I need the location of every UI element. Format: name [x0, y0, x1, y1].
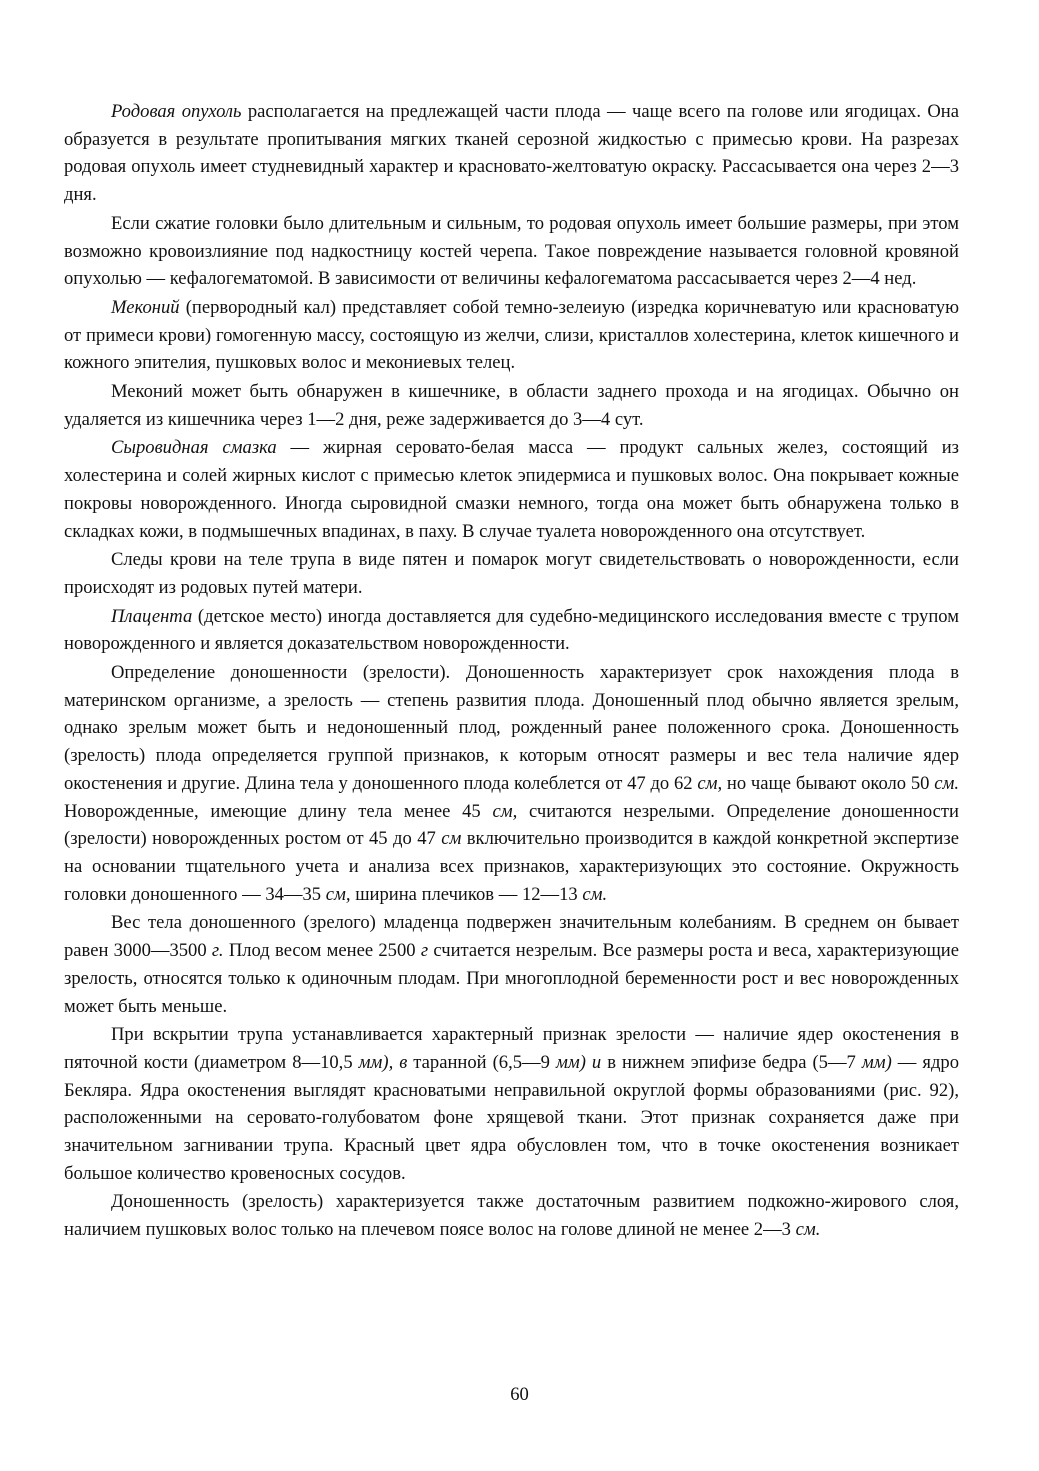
text-run: считается незрелым. Все размеры роста и веса, характеризующие зрелость, относятся только к одиночным плодам. При многоплодной беременности рост и вес новорожденных может быть меньше.: [64, 940, 959, 1017]
paragraph: [64, 98, 959, 209]
text-run: Меконий может быть обнаружен в кишечнике, в области заднего прохода и на ягодицах. Обычно он удаляется из кишечника через 1—2 дня, реже задерживается до 3—4 сут.: [64, 381, 959, 430]
text-run: (первородный кал) представляет собой темно-зелеиую (изредка коричневатую или красноватую от примеси крови) гомогенную массу, состоящую из желчи, слизи, кристаллов холестерина, клеток кишечного и кожного эпителия, пушковых волос и мекониевых телец.: [64, 296, 959, 374]
italic-text: г: [420, 940, 429, 962]
text-run: ширина плечиков — 12—13: [350, 883, 583, 905]
text-run: таранной (6,5—9: [407, 1051, 556, 1073]
paragraph: [64, 1188, 959, 1243]
text-run: располагается на предлежащей части плода — чаще всего па голове или ягодицах. Она образуется в результате пропитывания мягких тканей серозной жидкостью с примесью крови. На разрезах родовая опухоль имеет студневидный характер и красновато-желтоватую окраску. Рассасывается она через 2—3 дня.: [64, 101, 959, 206]
italic-text: см: [441, 828, 462, 850]
italic-text: мм): [861, 1051, 892, 1073]
italic-text: см.: [934, 772, 960, 794]
text-run: Следы крови на теле трупа в виде пятен и помарок могут свидетельствовать о новорожденности, если происходят из родовых путей матери.: [64, 549, 959, 598]
italic-text: см.: [795, 1219, 821, 1241]
text-run: но чаще бывают около 50: [722, 772, 935, 794]
italic-text: см.: [582, 883, 608, 905]
text-run: в нижнем эпифизе бедра (5—7: [601, 1051, 862, 1073]
italic-text: Меконий: [111, 296, 180, 318]
text-run: — жирная серовато-белая масса — продукт сальных желез, состоящий из холестерина и солей жирных кислот с примесью клеток эпидермиса и пушковых волос. Она покрывает кожные покровы новорожденного. Иногда сыровидной смазки немного, тогда она может быть обнаружена только в складках кожи, в подмышечных впадинах, в паху. В случае туалета новорожденного она отсутствует.: [64, 437, 959, 542]
italic-text: см,: [492, 800, 518, 822]
italic-text: см,: [697, 772, 723, 794]
text-run: Плод весом менее 2500: [223, 940, 421, 962]
page-number: 60: [510, 1384, 529, 1405]
text-run: Определение доношенности (зрелости). Доношенность характеризует срок нахождения плода в материнском организме, а зрелость — степень развития плода. Доношенный плод обычно является зрелым, однако зрелым может быть и недоношенный плод, рожденный ранее положенного срока. Доношенность (зрелость) плода определяется группой признаков, к которым относят размеры и вес тела наличие ядер окостенения и другие. Длина тела у доношенного плода колеблется от 47 до 62: [64, 662, 959, 794]
text-run: При вскрытии трупа устанавливается характерный признак зрелости — наличие ядер окостенения в пяточной кости (диаметром 8—10,5: [64, 1024, 959, 1073]
italic-text: мм) и: [555, 1051, 602, 1073]
paragraph: [64, 603, 959, 658]
paragraph: [64, 659, 959, 908]
paragraph: [64, 294, 959, 377]
text-run: Вес тела доношенного (зрелого) младенца подвержен значительным колебаниям. В среднем он бывает равен 3000—3500: [64, 912, 959, 962]
text-run: считаются незрелыми. Определение доношенности (зрелости) новорожденных ростом от 45 до 47: [64, 800, 959, 850]
italic-text: Плацента: [111, 605, 193, 627]
italic-text: Сыровидная смазка: [111, 437, 277, 459]
paragraph: [64, 1021, 959, 1187]
paragraph: [64, 546, 959, 601]
text-run: включительно производится в каждой конкретной экспертизе на основании тщательного учета и анализа всех признаков, характеризующих это состояние. Окружность головки доношенного — 34—35: [64, 828, 959, 905]
italic-text: см,: [325, 883, 351, 905]
italic-text: мм), в: [358, 1051, 408, 1073]
paragraph: [64, 909, 959, 1020]
paragraph: [64, 378, 959, 433]
text-run: Новорожденные, имеющие длину тела менее 45: [64, 800, 493, 822]
text-run: Доношенность (зрелость) характеризуется также достаточным развитием подкожно-жирового слоя, наличием пушковых волос только на плечевом поясе волос на голове длиной не менее 2—3: [64, 1191, 959, 1241]
italic-text: Родовая опухоль: [111, 101, 242, 122]
page-body: [64, 98, 959, 1244]
italic-text: г.: [211, 940, 224, 962]
paragraph: [64, 434, 959, 545]
text-run: — ядро Бекляра. Ядра окостенения выглядят красноватыми неправильной округлой формы образованиями (рис. 92), расположенными на серовато-голубоватом фоне хрящевой ткани. Этот признак сохраняется даже при значительном загнивании трупа. Красный цвет ядра обусловлен том, что в точке окостенения возникает большое количество кровеносных сосудов.: [64, 1051, 960, 1184]
text-run: Если сжатие головки было длительным и сильным, то родовая опухоль имеет большие размеры, при этом возможно кровоизлияние под надкостницу костей черепа. Такое повреждение называется головной кровяной опухолью — кефалогематомой. В зависимости от величины кефалогематома рассасывается через 2—4 нед.: [64, 212, 959, 290]
text-run: (детское место) иногда доставляется для судебно-медицинского исследования вместе с трупом новорожденного и является доказательством новорожденности.: [64, 605, 959, 655]
paragraph: [64, 210, 959, 293]
